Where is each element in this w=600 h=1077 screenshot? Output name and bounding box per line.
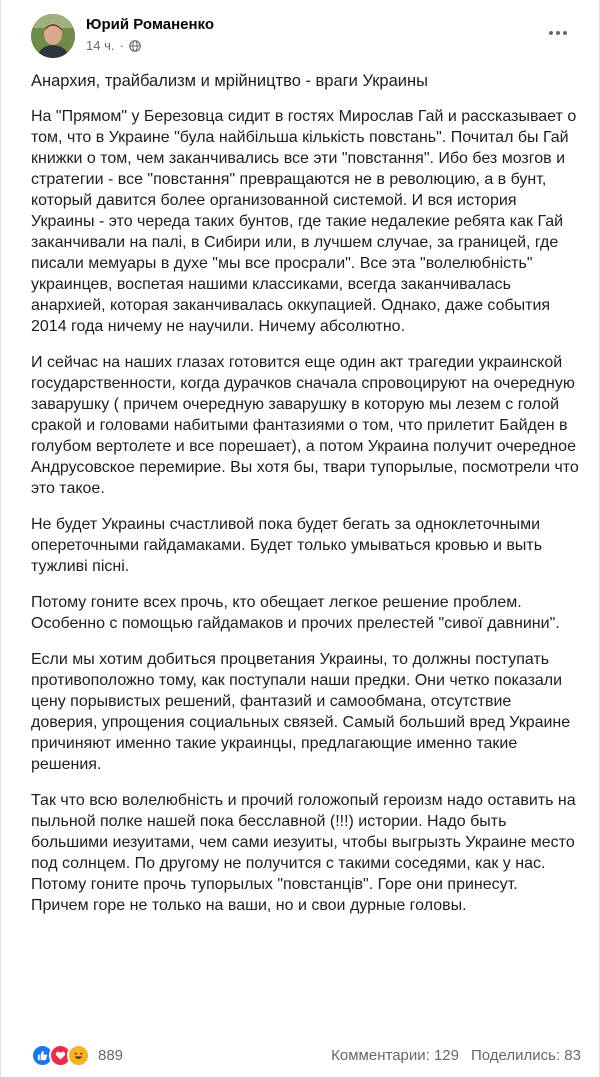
reactions-summary[interactable] — [31, 1044, 123, 1067]
post-paragraph: Не будет Украины счастливой пока будет бегать за одноклеточными опереточными гайдамаками. Будет только умываться кровью и выть тужливі пісні. — [31, 516, 543, 575]
post-stats — [331, 1047, 581, 1064]
more-options-icon[interactable] — [545, 20, 571, 46]
haha-reaction-icon — [67, 1044, 90, 1067]
shares-count-link[interactable]: Поделились: 83 — [471, 1046, 581, 1064]
post-body — [31, 70, 579, 931]
author-name[interactable]: Юрий Романенко — [86, 16, 215, 33]
post-paragraph: Если мы хотим добиться процветания Украины, то должны поступать противоположно тому, как поступали наши предки. Они четко показали цену порывистых решений, фантазий и самообмана, отсутствие доверия, упрощения социальных связей. Самый больший вред Украине причиняют именно такие украинцы, предлагающие именно такие решения. — [31, 651, 571, 773]
post-time[interactable]: 14 ч. — [86, 38, 115, 53]
post-footer — [31, 1042, 581, 1068]
reaction-count: 889 — [98, 1046, 124, 1064]
post-paragraph: Потому гоните всех прочь, кто обещает легкое решение проблем. Особенно с помощью гайдамаков и прочих прелестей "сивої давнини". — [31, 594, 560, 632]
post-paragraph: На "Прямом" у Березовца сидит в гостях Мирослав Гай и рассказывает о том, что в Украине "була найбільша кількість повстань". Почитал бы Гай книжки о том, чем заканчивались все эти "повстання". Ибо без мозгов и стратегии - все "повстання" превращаются не в революцию, а в бунт, который давится более организованной системой. И вся история Украины - это череда таких бунтов, где такие недалекие ребята как Гай заканчивали на палі, в Сибири или, в лучшем случае, за границей, где писали мемуары в духе "мы все просрали". Все эта "волелюбність" украинцев, воспетая нашими классиками, всегда заканчивалась анархией, которая заканчивалась оккупацией. Однако, даже события 2014 года ничему не научили. Ничему абсолютно. — [31, 108, 577, 335]
post-meta: 14 ч. · — [86, 38, 141, 53]
avatar-photo-icon — [31, 14, 75, 58]
globe-icon[interactable] — [129, 40, 141, 52]
post-paragraph: Так что всю волелюбність и прочий голожопый героизм надо оставить на пыльной полке нашей пока бесславной (!!!) истории. Надо быть большими иезуитами, чем сами иезуиты, чтобы выгрызть Украине место под солнцем. По другому не получится с такими соседями, как у нас. Потому гоните прочь тупорылых "повстанців". Горе они принесут. Причем горе не только на ваши, но и свои дурные головы. — [31, 792, 576, 914]
avatar[interactable] — [31, 14, 75, 58]
post-paragraph: И сейчас на наших глазах готовится еще один акт трагедии украинской государственности, когда дурачков сначала спровоцируют на очередную заварушку ( причем очередную заварушку в которую мы лезем с голой сракой и головами набитыми фантазиями о том, что прилетит Байден в голубом вертолете и все порешает), а потом Украина получит очередное Андрусовское перемирие. Вы хотя бы, твари тупорылые, посмотрели что это такое. — [31, 354, 579, 497]
post-header — [31, 14, 579, 64]
comments-count-link[interactable]: Комментарии: 129 — [331, 1046, 459, 1064]
post-title: Анархия, трайбализм и мрійництво - враги Украины — [31, 72, 428, 90]
